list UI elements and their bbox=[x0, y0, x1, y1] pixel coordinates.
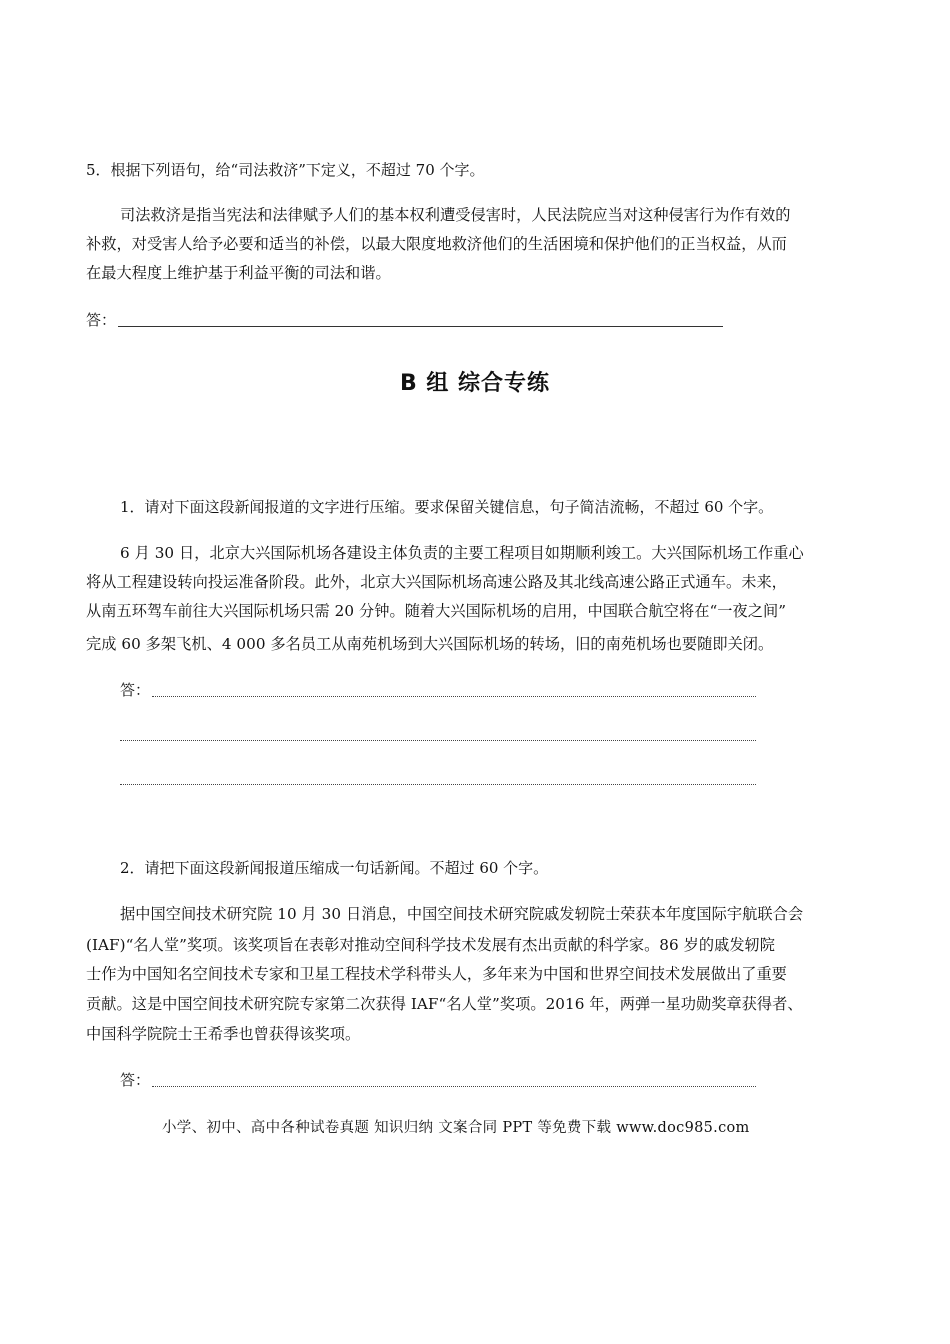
b2-text-line-4: 贡献。这是中国空间技术研究院专家第二次获得 IAF“名人堂”奖项。2016 年，两弹一星功勋奖章获得者、 bbox=[86, 995, 803, 1013]
b2-text-line-3: 士作为中国知名空间技术专家和卫星工程技术学科带头人，多年来为中国和世界空间技术发展做出了重要 bbox=[86, 965, 787, 983]
b2-text-line-1: 据中国空间技术研究院 10 月 30 日消息，中国空间技术研究院戚发轫院士荣获本年度国际宇航联合会 bbox=[120, 905, 804, 923]
b1-text-line-2: 将从工程建设转向投运准备阶段。此外，北京大兴国际机场高速公路及其北线高速公路正式通车。未来， bbox=[86, 573, 787, 591]
q5-text-line-2: 补救，对受害人给予必要和适当的补偿，以最大限度地救济他们的生活困境和保护他们的正当权益，从而 bbox=[86, 235, 787, 253]
footer-text: 小学、初中、高中各种试卷真题 知识归纳 文案合同 PPT 等免费下载 www.doc985.com bbox=[162, 1120, 750, 1136]
b1-answer-line-3[interactable] bbox=[120, 784, 756, 785]
section-b-title: B 组 综合专练 bbox=[399, 371, 551, 396]
b1-text-line-1: 6 月 30 日，北京大兴国际机场各建设主体负责的主要工程项目如期顺利竣工。大兴国际机场工作重心 bbox=[120, 544, 804, 562]
q5-answer-label: 答： bbox=[86, 311, 117, 329]
b2-answer-label: 答： bbox=[120, 1071, 151, 1089]
b2-text-line-2: (IAF)“名人堂”奖项。该奖项旨在表彰对推动空间科学技术发展有杰出贡献的科学家。86 岁的戚发轫院 bbox=[86, 936, 776, 954]
b2-answer-line[interactable] bbox=[152, 1086, 756, 1087]
q5-prompt: 5．根据下列语句，给“司法救济”下定义，不超过 70 个字。 bbox=[86, 161, 485, 179]
b2-prompt: 2．请把下面这段新闻报道压缩成一句话新闻。不超过 60 个字。 bbox=[120, 859, 549, 877]
b1-answer-line-2[interactable] bbox=[120, 740, 756, 741]
b1-text-line-4: 完成 60 多架飞机、4 000 多名员工从南苑机场到大兴国际机场的转场，旧的南苑机场也要随即关闭。 bbox=[86, 635, 774, 653]
q5-text-line-3: 在最大程度上维护基于利益平衡的司法和谐。 bbox=[86, 264, 391, 282]
b1-answer-line-1[interactable] bbox=[152, 696, 756, 697]
q5-text-line-1: 司法救济是指当宪法和法律赋予人们的基本权利遭受侵害时，人民法院应当对这种侵害行为作有效的 bbox=[120, 206, 791, 224]
q5-answer-line[interactable] bbox=[118, 326, 723, 327]
b2-text-line-5: 中国科学院院士王希季也曾获得该奖项。 bbox=[86, 1025, 361, 1043]
b1-text-line-3: 从南五环驾车前往大兴国际机场只需 20 分钟。随着大兴国际机场的启用，中国联合航空将在“一夜之间” bbox=[86, 602, 787, 620]
b1-prompt: 1．请对下面这段新闻报道的文字进行压缩。要求保留关键信息，句子简洁流畅，不超过 60 个字。 bbox=[120, 498, 774, 516]
b1-answer-label: 答： bbox=[120, 681, 151, 699]
